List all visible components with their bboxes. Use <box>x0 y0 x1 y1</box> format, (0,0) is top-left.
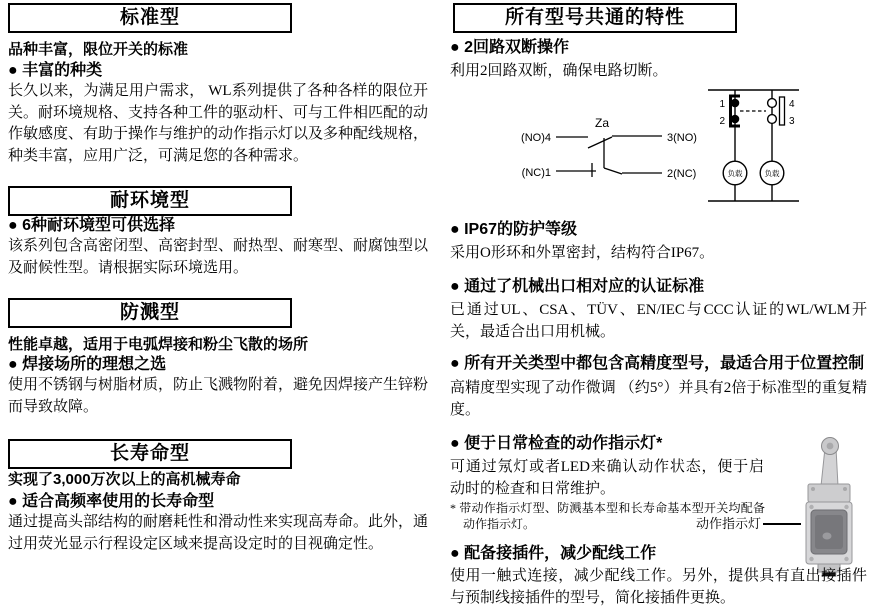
standard-type-bullet-heading: ● 丰富的种类 <box>8 62 103 79</box>
long-life-bullet-heading: ● 适合高频率使用的长寿命型 <box>8 493 215 510</box>
right-column <box>450 0 870 611</box>
section-title: 标准型 <box>119 7 180 28</box>
feature-connector-body: 使用一触式连接，减少配线工作。另外，提供具有直出接插件与预制线接插件的型号，简化接插件更换。 <box>450 568 867 606</box>
feature-ip67-heading: ● IP67的防护等级 <box>450 221 578 238</box>
schematic-label-3no: 3(NO) <box>667 132 697 144</box>
section-header-common-features <box>453 3 737 33</box>
contact-schematic-diagram <box>490 103 705 183</box>
section-header-spatter-proof-type <box>8 298 292 328</box>
standard-type-tagline: 品种丰富，限位开关的标准 <box>8 41 189 58</box>
feature-certifications-body: 已通过UL、CSA、TÜV、EN/IEC与CCC认证的WL/WLM开关，最适合出口用机械。 <box>450 302 867 340</box>
terminal-label-4: 4 <box>789 99 795 110</box>
section-title: 耐环境型 <box>109 190 190 211</box>
feature-indicator-body: 可通过氖灯或者LED来确认动作状态，便于启动时的检查和日常维护。 <box>450 459 764 497</box>
long-life-tagline: 实现了3,000万次以上的高机械寿命 <box>8 471 241 488</box>
indicator-lamp-label: 动作指示灯 <box>696 516 762 531</box>
feature-certifications-heading: ● 通过了机械出口相对应的认证标准 <box>450 278 705 295</box>
roller-lever <box>821 438 839 487</box>
limit-switch-photo <box>798 436 860 577</box>
standard-type-body: 长久以来，为满足用户需求， WL系列提供了各种各样的限位开关。耐环境规格、支持各种工件的驱动杆、可与工件相匹配的动作敏感度、有助于操作与维护的动作指示灯以及多种配线规格，种类丰富，应用广泛，可满足您的各种需求。 <box>8 83 429 164</box>
schematic-label-nc1: (NC)1 <box>521 167 551 179</box>
schematic-label-no4: (NO)4 <box>521 132 551 144</box>
feature-connector-heading: ● 配备接插件，减少配线工作 <box>450 545 657 562</box>
indicator-lamp-window <box>811 510 847 554</box>
section-title: 所有型号共通的特性 <box>504 7 685 28</box>
schematic-label-2nc: 2(NC) <box>667 168 697 180</box>
terminal-label-3: 3 <box>789 116 795 127</box>
section-header-environment-resistant-type <box>8 186 292 216</box>
load-label-left: 负载 <box>727 169 743 178</box>
contact-terminal-4 <box>768 99 777 108</box>
schematic-label-za: Za <box>594 116 610 130</box>
feature-high-precision-heading: ● 所有开关类型中都包含高精度型号，最适合用于位置控制 <box>450 355 865 372</box>
feature-ip67-body: 采用O形环和外罩密封，结构符合IP67。 <box>450 245 715 261</box>
spatter-type-tagline: 性能卓越，适用于电弧焊接和粉尘飞散的场所 <box>8 336 309 353</box>
left-column <box>8 0 428 611</box>
long-life-body: 通过提高头部结构的耐磨耗性和滑动性来实现高寿命。此外，通过用荧光显示行程设定区域来提高设定时的目视确定性。 <box>8 514 429 552</box>
contact-terminal-3 <box>768 115 777 124</box>
terminal-label-1: 1 <box>719 99 725 110</box>
spatter-type-bullet-heading: ● 焊接场所的理想之选 <box>8 356 167 373</box>
feature-double-break-body: 利用2回路双断，确保电路切断。 <box>450 63 668 79</box>
moving-bridge-open <box>780 97 785 125</box>
indicator-lamp-callout <box>696 516 801 531</box>
feature-double-break-heading: ● 2回路双断操作 <box>450 39 570 56</box>
environment-type-body: 该系列包含高密闭型、高密封型、耐热型、耐寒型、耐腐蚀型以及耐候性型。请根据实际环境选用。 <box>8 238 429 276</box>
feature-indicator-heading: ● 便于日常检查的动作指示灯* <box>450 435 663 452</box>
callout-leader-line <box>763 523 801 525</box>
spatter-type-body: 使用不锈钢与树脂材质，防止飞溅物附着，避免因焊接产生锌粉而导致故障。 <box>8 377 429 415</box>
section-header-long-life-type <box>8 439 292 469</box>
load-label-right: 负载 <box>764 169 780 178</box>
section-header-standard-type <box>8 3 292 33</box>
environment-type-bullet-heading: ● 6种耐环境型可供选择 <box>8 217 176 234</box>
section-title: 长寿命型 <box>109 443 190 464</box>
section-title: 防溅型 <box>119 302 180 323</box>
load-circuit-diagram <box>703 84 821 208</box>
switch-head <box>808 484 850 502</box>
feature-high-precision-body: 高精度型实现了动作微调 （约5°）并具有2倍于标准型的重复精度。 <box>450 380 867 418</box>
feature-indicator-footnote: * 带动作指示灯型、防溅基本型和长寿命基本型开关均配备动作指示灯。 <box>450 501 765 531</box>
terminal-label-2: 2 <box>719 116 725 127</box>
